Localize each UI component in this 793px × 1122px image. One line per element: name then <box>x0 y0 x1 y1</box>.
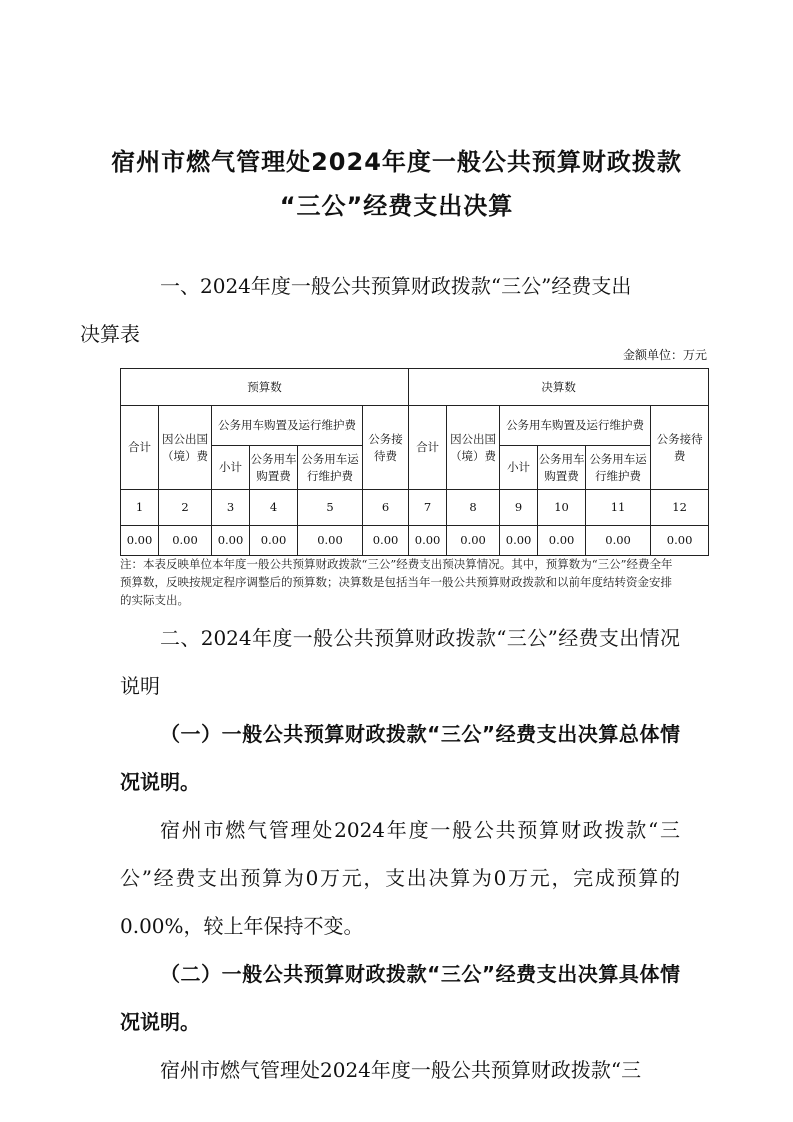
subsection1-body: 宿州市燃气管理处2024年度一般公共预算财政拨款“三公”经费支出预算为0万元，支出决算为0万元，完成预算的0.00%，较上年保持不变。 <box>120 818 680 938</box>
section1-heading-line1: 一、2024年度一般公共预算财政拨款“三公”经费支出 <box>160 274 632 298</box>
section1-heading-line2: 决算表 <box>80 322 140 346</box>
budget-abroad-header: 因公出国（境）费 <box>159 406 212 490</box>
column-number: 3 <box>212 490 250 526</box>
budget-subtotal-header: 小计 <box>212 446 250 490</box>
column-number: 1 <box>121 490 159 526</box>
budget-vehicle-group-header: 公务用车购置及运行维护费 <box>212 406 363 446</box>
section2-heading: 二、2024年度一般公共预算财政拨款“三公”经费支出情况说明 <box>120 626 680 698</box>
column-number: 9 <box>500 490 538 526</box>
column-number: 5 <box>298 490 363 526</box>
table-header-row1 <box>121 369 709 406</box>
table-cell: 0.00 <box>159 526 212 556</box>
table-cell: 0.00 <box>121 526 159 556</box>
budget-vehicle-operation-header: 公务用车运行维护费 <box>298 446 363 490</box>
final-subtotal-header: 小计 <box>500 446 538 490</box>
column-number: 4 <box>250 490 298 526</box>
table-cell: 0.00 <box>538 526 586 556</box>
column-number: 10 <box>538 490 586 526</box>
table-cell: 0.00 <box>212 526 250 556</box>
final-vehicle-purchase-header: 公务用车购置费 <box>538 446 586 490</box>
column-number: 6 <box>363 490 409 526</box>
column-number: 7 <box>409 490 447 526</box>
document-title-line2: “三公”经费支出决算 <box>279 192 514 220</box>
column-number: 8 <box>447 490 500 526</box>
table-cell: 0.00 <box>409 526 447 556</box>
column-number: 2 <box>159 490 212 526</box>
section1-heading <box>80 262 680 358</box>
table-cell: 0.00 <box>651 526 709 556</box>
subsection2-body: 宿州市燃气管理处2024年度一般公共预算财政拨款“三 <box>160 1058 642 1082</box>
table-cell: 0.00 <box>447 526 500 556</box>
column-number: 12 <box>651 490 709 526</box>
table-cell: 0.00 <box>363 526 409 556</box>
column-number-row <box>121 490 709 526</box>
table-cell: 0.00 <box>250 526 298 556</box>
document-title-line1: 宿州市燃气管理处2024年度一般公共预算财政拨款 <box>111 148 682 176</box>
table-header-row2 <box>121 406 709 446</box>
final-total-header: 合计 <box>409 406 447 490</box>
budget-total-header: 合计 <box>121 406 159 490</box>
subsection2-heading: （二）一般公共预算财政拨款“三公”经费支出决算具体情况说明。 <box>120 962 680 1034</box>
budget-vehicle-purchase-header: 公务用车购置费 <box>250 446 298 490</box>
final-vehicle-group-header: 公务用车购置及运行维护费 <box>500 406 651 446</box>
final-group-header: 决算数 <box>409 369 709 406</box>
table-cell: 0.00 <box>298 526 363 556</box>
three-public-expense-table <box>120 368 709 556</box>
table-cell: 0.00 <box>500 526 538 556</box>
table-cell: 0.00 <box>586 526 651 556</box>
final-vehicle-operation-header: 公务用车运行维护费 <box>586 446 651 490</box>
unit-label: 金额单位：万元 <box>622 348 707 362</box>
table-row <box>121 526 709 556</box>
budget-reception-header: 公务接待费 <box>363 406 409 490</box>
final-reception-header: 公务接待费 <box>651 406 709 490</box>
budget-group-header: 预算数 <box>121 369 409 406</box>
table-note: 注：本表反映单位本年度一般公共预算财政拨款“三公”经费支出预决算情况。其中，预算数为“三公”经费全年预算数，反映按规定程序调整后的预算数；决算数是包括当年一般公共预算财政拨款和以前年度结转资金安排的实际支出。 <box>120 557 673 607</box>
final-abroad-header: 因公出国（境）费 <box>447 406 500 490</box>
subsection1-heading: （一）一般公共预算财政拨款“三公”经费支出决算总体情况说明。 <box>120 722 680 794</box>
column-number: 11 <box>586 490 651 526</box>
